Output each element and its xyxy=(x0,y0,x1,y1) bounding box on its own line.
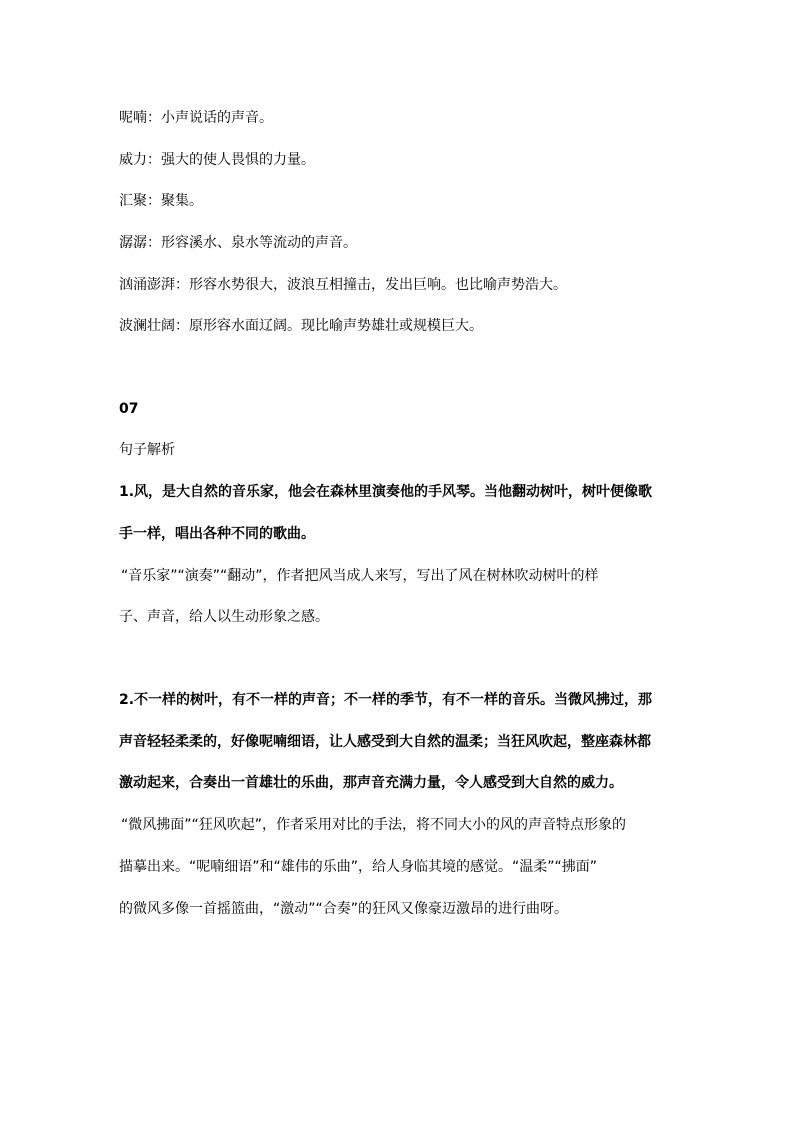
sentence-2-analysis: “微风拂面”“狂风吹起”，作者采用对比的手法，将不同大小的风的声音特点形象的 xyxy=(121,817,627,833)
sentence-1-line: 1.风，是大自然的音乐家，他会在森林里演奏他的手风琴。当他翻动树叶，树叶便像歌 xyxy=(119,484,653,500)
vocab-item: 潺潺：形容溪水、泉水等流动的声音。 xyxy=(119,235,357,251)
sentence-2-analysis: 描摹出来。“呢喃细语”和“雄伟的乐曲”，给人身临其境的感觉。“温柔”“拂面” xyxy=(119,859,598,875)
vocab-item: 汇聚：聚集。 xyxy=(119,193,203,209)
vocab-item: 汹涌澎湃：形容水势很大，波浪互相撞击，发出巨响。也比喻声势浩大。 xyxy=(119,277,567,293)
sentence-2-line: 2.不一样的树叶，有不一样的声音；不一样的季节，有不一样的音乐。当微风拂过，那 xyxy=(119,692,653,708)
section-title: 句子解析 xyxy=(119,442,175,458)
vocab-item: 威力：强大的使人畏惧的力量。 xyxy=(119,152,315,168)
sentence-2-line: 声音轻轻柔柔的，好像呢喃细语，让人感受到大自然的温柔；当狂风吹起，整座森林都 xyxy=(119,734,651,750)
vocab-item: 呢喃：小声说话的声音。 xyxy=(119,110,273,126)
sentence-2-analysis: 的微风多像一首摇篮曲，“激动”“合奏”的狂风又像豪迈激昂的进行曲呀。 xyxy=(119,901,569,917)
sentence-1-analysis: 子、声音，给人以生动形象之感。 xyxy=(119,609,329,625)
vocab-item: 波澜壮阔：原形容水面辽阔。现比喻声势雄壮或规模巨大。 xyxy=(119,318,483,334)
section-number: 07 xyxy=(119,401,139,417)
sentence-1-line: 手一样，唱出各种不同的歌曲。 xyxy=(119,526,315,542)
sentence-2-line: 激动起来，合奏出一首雄壮的乐曲，那声音充满力量，令人感受到大自然的威力。 xyxy=(119,775,623,791)
sentence-1-analysis: “音乐家”“演奏”“翻动”，作者把风当成人来写，写出了风在树林吹动树叶的样 xyxy=(121,568,599,584)
